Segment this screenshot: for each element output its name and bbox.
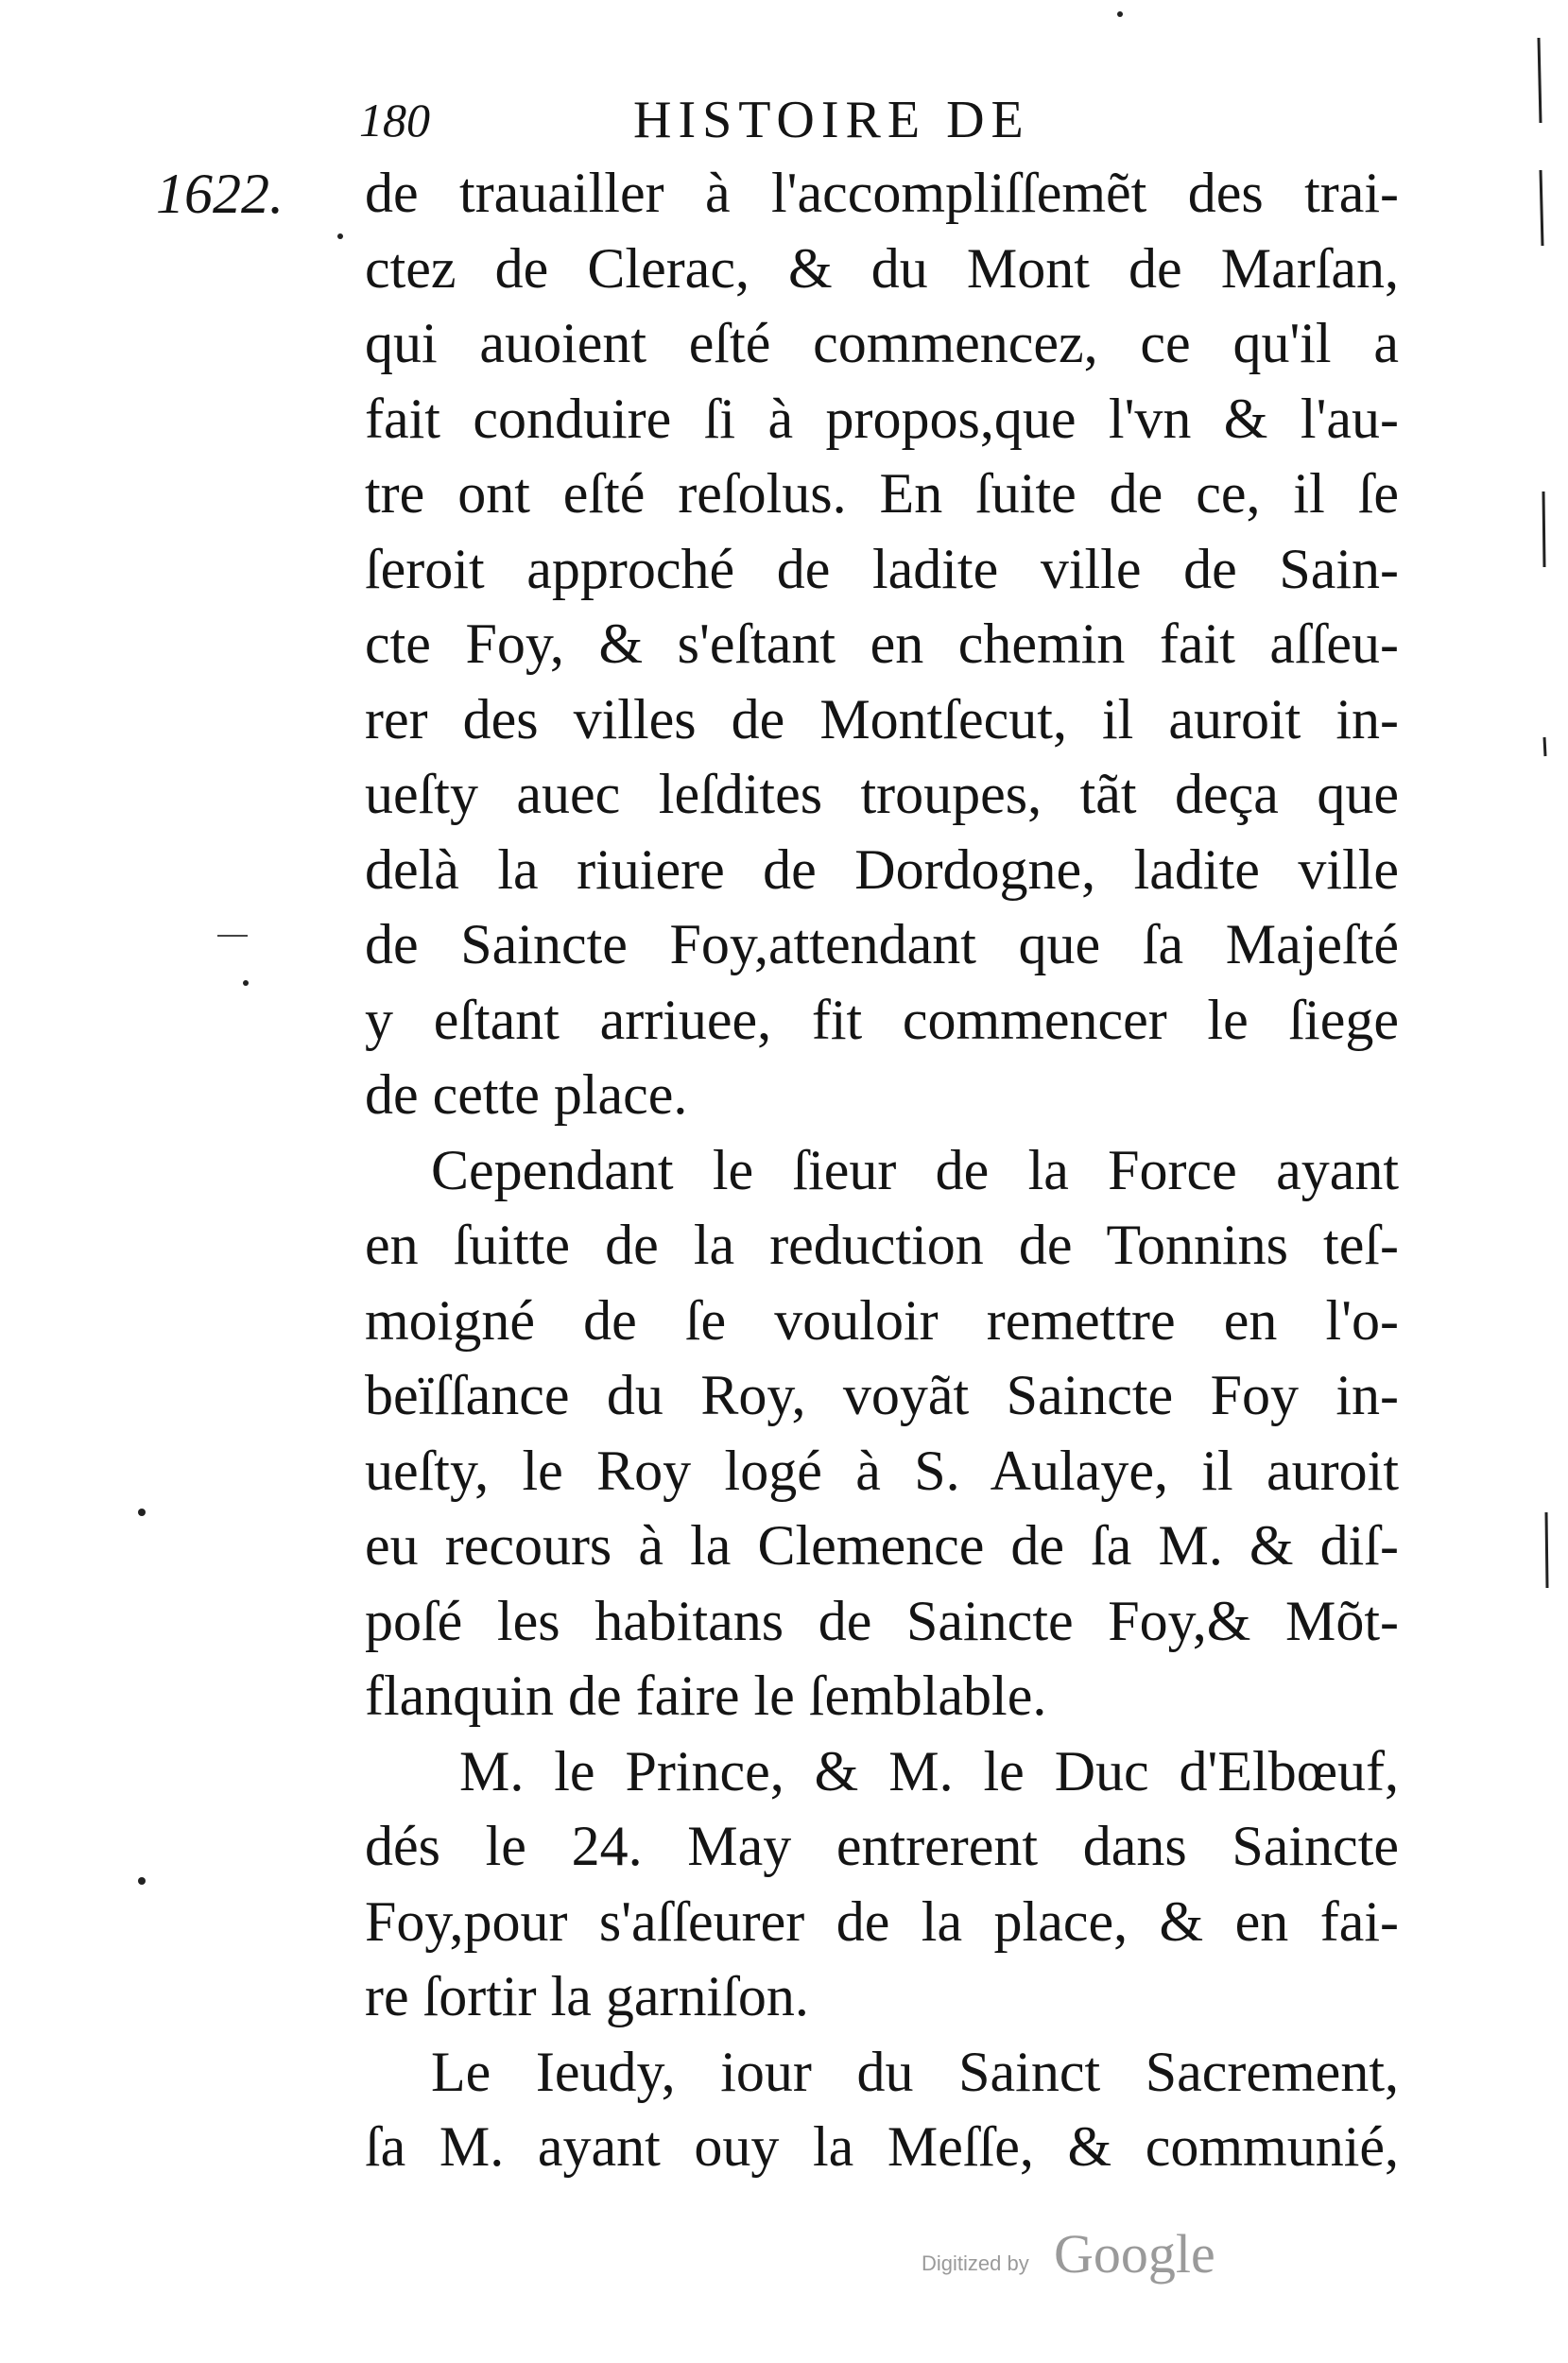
text-line: qui auoient eſté commencez, ce qu'il a: [365, 312, 1399, 374]
scan-speck: [337, 233, 343, 239]
paragraph-start-line: Cependant le ſieur de la Force ayant: [431, 1138, 1399, 1201]
watermark-prefix: Digitized by: [922, 2251, 1029, 2275]
text-line: de cette place.: [365, 1063, 688, 1126]
text-line: y eſtant arriuee, fit commencer le ſiege: [365, 988, 1399, 1051]
text-line: eu recours à la Clemence de ſa M. & diſ-: [365, 1514, 1399, 1577]
scan-edge-mark: [1544, 737, 1545, 756]
scan-speck: [138, 1877, 146, 1885]
running-title: HISTOIRE DE: [633, 91, 1030, 149]
google-logo: Google: [1054, 2223, 1215, 2285]
text-line: cte Foy, & s'eſtant en chemin fait aſſeu-: [365, 612, 1399, 675]
text-line: re ſortir la garniſon.: [365, 1965, 809, 2027]
text-line: ueſty, le Roy logé à S. Aulaye, il auroit: [365, 1439, 1399, 1502]
scan-speck: [138, 1509, 146, 1516]
text-line: ſa M. ayant ouy la Meſſe, & communié,: [365, 2115, 1399, 2178]
text-line: poſé les habitans de Saincte Foy,& Mõt-: [365, 1589, 1399, 1652]
scan-edge-mark: [1541, 170, 1542, 246]
text-line: rer des villes de Montſecut, il auroit in-: [365, 687, 1399, 750]
scan-edge-mark: [1539, 38, 1541, 123]
text-line: dés le 24. May entrerent dans Saincte: [365, 1815, 1399, 1877]
text-line: delà la riuiere de Dordogne, ladite ville: [365, 837, 1399, 901]
text-line: de Saincte Foy,attendant que ſa Majeſté: [365, 913, 1399, 975]
text-line: fait conduire ſi à propos,que l'vn & l'au-: [365, 387, 1399, 450]
text-line: de trauailler à l'accompliſſemẽt des trai-: [365, 162, 1399, 224]
text-line: beïſſance du Roy, voyãt Saincte Foy in-: [365, 1364, 1399, 1426]
google-watermark: [922, 2221, 1262, 2287]
scan-speck: [1117, 11, 1123, 17]
text-line: flanquin de faire le ſemblable.: [365, 1664, 1047, 1727]
text-line: ueſty auec leſdites troupes, tãt deça que: [365, 763, 1399, 825]
text-line: ſeroit approché de ladite ville de Sain-: [365, 537, 1399, 600]
text-line: ctez de Clerac, & du Mont de Marſan,: [365, 236, 1399, 300]
text-line: Foy,pour s'aſſeurer de la place, & en fai-: [365, 1889, 1399, 1953]
scan-speck: [243, 980, 249, 986]
paragraph-start-line: M. le Prince, & M. le Duc d'Elbœuf,: [459, 1739, 1399, 1802]
page-number: 180: [359, 94, 430, 147]
text-line: moigné de ſe vouloir remettre en l'o-: [365, 1288, 1399, 1352]
paragraph-start-line: Le Ieudy, iour du Sainct Sacrement,: [431, 2040, 1399, 2103]
scan-edge-mark: [1546, 1512, 1547, 1588]
text-line: tre ont eſté reſolus. En ſuite de ce, il ſe: [365, 462, 1399, 525]
scan-edge-mark: [1543, 492, 1544, 567]
text-line: en ſuitte de la reduction de Tonnins teſ-: [365, 1214, 1399, 1276]
margin-year: 1622.: [156, 163, 284, 225]
